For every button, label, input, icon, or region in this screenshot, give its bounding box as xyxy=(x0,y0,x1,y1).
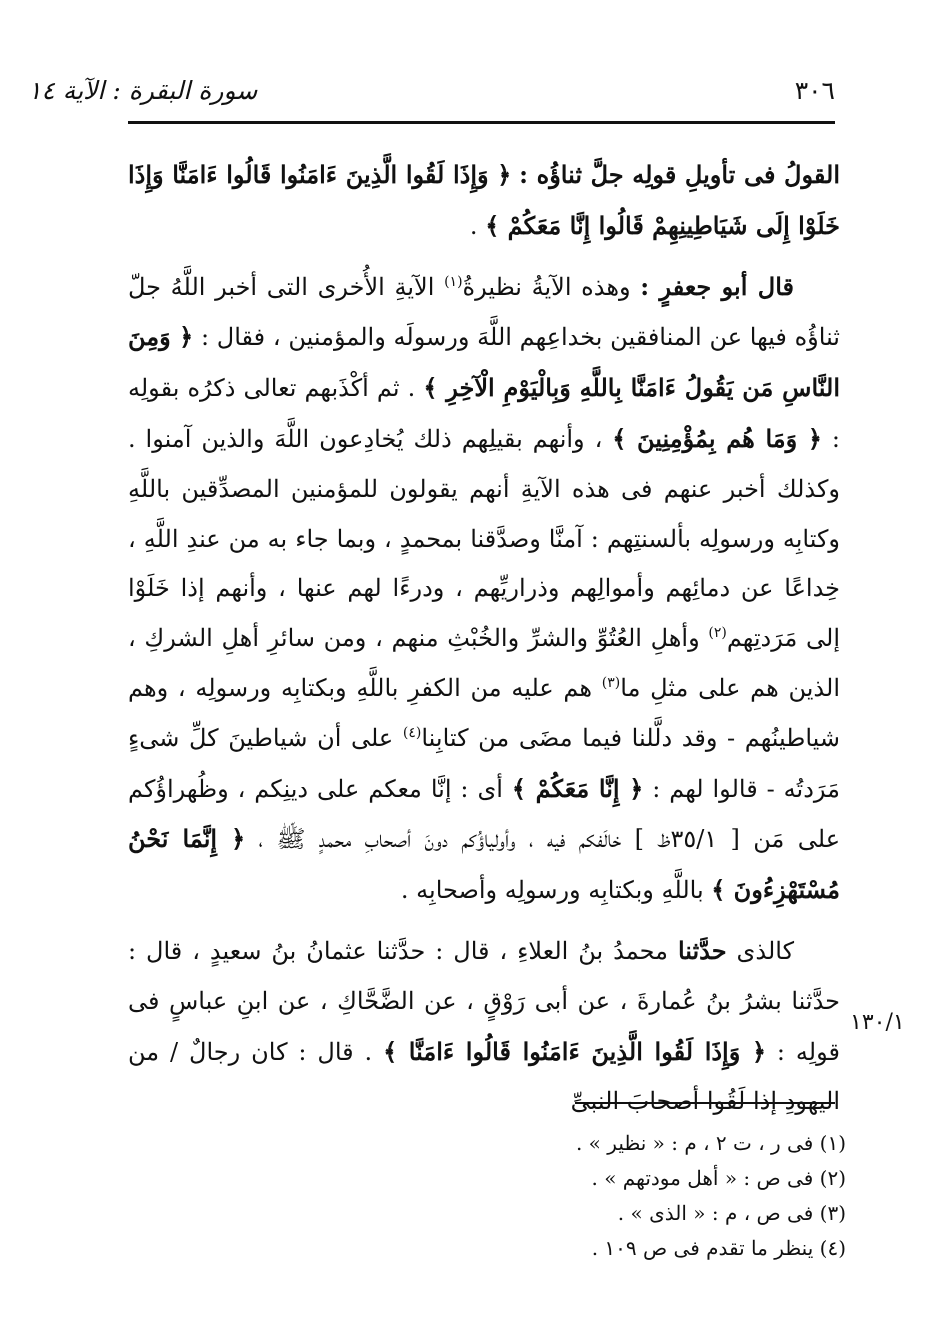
text-run: . قال : كان رجالٌ / من اليهودِ إذا لَقُوا أصحابَ النبىِّ xyxy=(128,1037,840,1116)
hadith-paragraph xyxy=(128,926,840,1127)
text-run: وأهلِ العُتُوِّ والشرِّ والخُبْثِ منهم ، ومن سائرِ أهلِ الشركِ ، الذين هم على مثلِ ما xyxy=(128,624,840,702)
running-header xyxy=(28,70,835,110)
footnote-ref-2[interactable]: (٢) xyxy=(708,625,727,642)
quran-verse: ﴿ وَمِنَ النَّاسِ مَن يَقُولُ ءَامَنَّا بِاللَّهِ وَبِالْيَوْمِ الْآخِرِ ﴾ xyxy=(128,322,840,403)
footnote-ref-4[interactable]: (٤) xyxy=(402,724,422,741)
footnote-ref-1[interactable]: (١) xyxy=(444,273,463,290)
punctuation: . xyxy=(469,211,478,240)
header-rule xyxy=(128,121,835,124)
author-attribution: قال أبو جعفرٍ : xyxy=(640,271,794,301)
quran-verse: ﴿ وَمَا هُم بِمُؤْمِنِينَ ﴾ xyxy=(612,423,822,453)
margin-page-reference: ١٣٠/١ xyxy=(850,1010,905,1035)
text-run: محمدُ بنُ العلاءِ ، قال : حدَّثنا عثمانُ بنُ سعيدٍ ، قال : حدَّثنا بشرُ بنُ عُمارةَ ، عن أبى رَوْقٍ ، عن الضَّحَّاكِ ، عن ابنِ عباسٍ فى قولِه : xyxy=(128,936,840,1066)
quran-verse: ﴿ وَإِذَا لَقُوا الَّذِينَ ءَامَنُوا قَالُوا ءَامَنَّا ﴾ xyxy=(383,1036,767,1066)
footnotes xyxy=(128,1126,846,1266)
text-run: خالَفكم فيه ، وأولياؤُكم دونَ أصحابِ محمدٍ ﷺ ، xyxy=(245,825,635,854)
manuscript-reference: [ ٣٥/١ظ ] xyxy=(634,825,740,854)
footnote-4: (٤) ينظر ما تقدم فى ص ١٠٩ . xyxy=(591,1236,846,1260)
footnote-rule xyxy=(575,1102,835,1104)
section-heading: القولُ فى تأويلِ قولِه جلَّ ثناؤُه : xyxy=(519,160,841,189)
text-run: كالذى xyxy=(726,936,794,965)
quran-verse: ﴿ إِنَّا مَعَكُمْ ﴾ xyxy=(511,773,644,803)
footnote-1: (١) فى ر ، ت ٢ ، م : « نظير » . xyxy=(575,1131,846,1155)
text-run: . ثم أكْذَبهم تعالى ذكرُه بقولِه : xyxy=(128,374,841,453)
text-run: ، وأنهم بقيلِهم ذلك يُخادِعون اللَّهَ والذين آمنوا . وكذلك أخبر عنهم فى هذه الآيةِ أنهم يقولون للمؤمنين المصدِّقين باللَّهِ وكتابِه ورسولِه بألسنتِهم : آمنَّا وصدَّقنا بمحمدٍ ، وبما جاء به من عندِ اللَّهِ ، خِداعًا عن دمائِهم وأموالِهم وذراريِّهم ، ودرءًا لهم عنها ، وأنهم إذا خَلَوْا إلى مَرَدتِهم xyxy=(128,424,840,653)
commentary-paragraph xyxy=(128,262,840,916)
text-run: على أن شياطينَ كلِّ شىءٍ مَرَدتُه - قالوا لهم : xyxy=(128,723,840,803)
text-run: وهذه الآيةُ نظيرةُ xyxy=(462,272,641,301)
running-title: سورة البقرة : الآية ١٤ xyxy=(28,75,258,105)
text-run: هم عليه من الكفرِ باللَّهِ وبكتابِه ورسولِه ، وهم شياطينُهم - وقد دلَّلنا فيما مضَى من كتابِنا xyxy=(128,673,841,752)
main-text xyxy=(128,150,840,1127)
footnote-ref-3[interactable]: (٣) xyxy=(601,674,621,691)
text-run: الآيةِ الأُخرى التى أخبر اللَّهُ جلّ ثناؤُه فيها عن المنافقين بخداعِهم اللَّهَ ورسولَه والمؤمنين ، فقال : xyxy=(128,272,840,352)
footnote-3: (٣) فى ص ، م : « الذى » . xyxy=(617,1201,846,1225)
quran-verse: ﴿ وَإِذَا لَقُوا الَّذِينَ ءَامَنُوا قَالُوا ءَامَنَّا وَإِذَا خَلَوْا إِلَى شَيَاطِينِهِمْ قَالُوا إِنَّا مَعَكُمْ ﴾ xyxy=(128,160,840,240)
footnote-2: (٢) فى ص : « أهل مودتهم » . xyxy=(591,1166,846,1190)
narration-keyword: حدَّثنا xyxy=(677,935,727,965)
page-number: ٣٠٦ xyxy=(794,75,835,105)
text-run: باللَّهِ وبكتابِه ورسولِه وأصحابِه . xyxy=(400,876,712,905)
text-run: أى : إنَّا معكم على دينِكم ، وظُهراؤُكم على مَن xyxy=(128,774,841,854)
section-heading-paragraph xyxy=(128,150,840,252)
quran-verse: ﴿ إِنَّمَا نَحْنُ مُسْتَهْزِءُونَ ﴾ xyxy=(128,824,840,905)
